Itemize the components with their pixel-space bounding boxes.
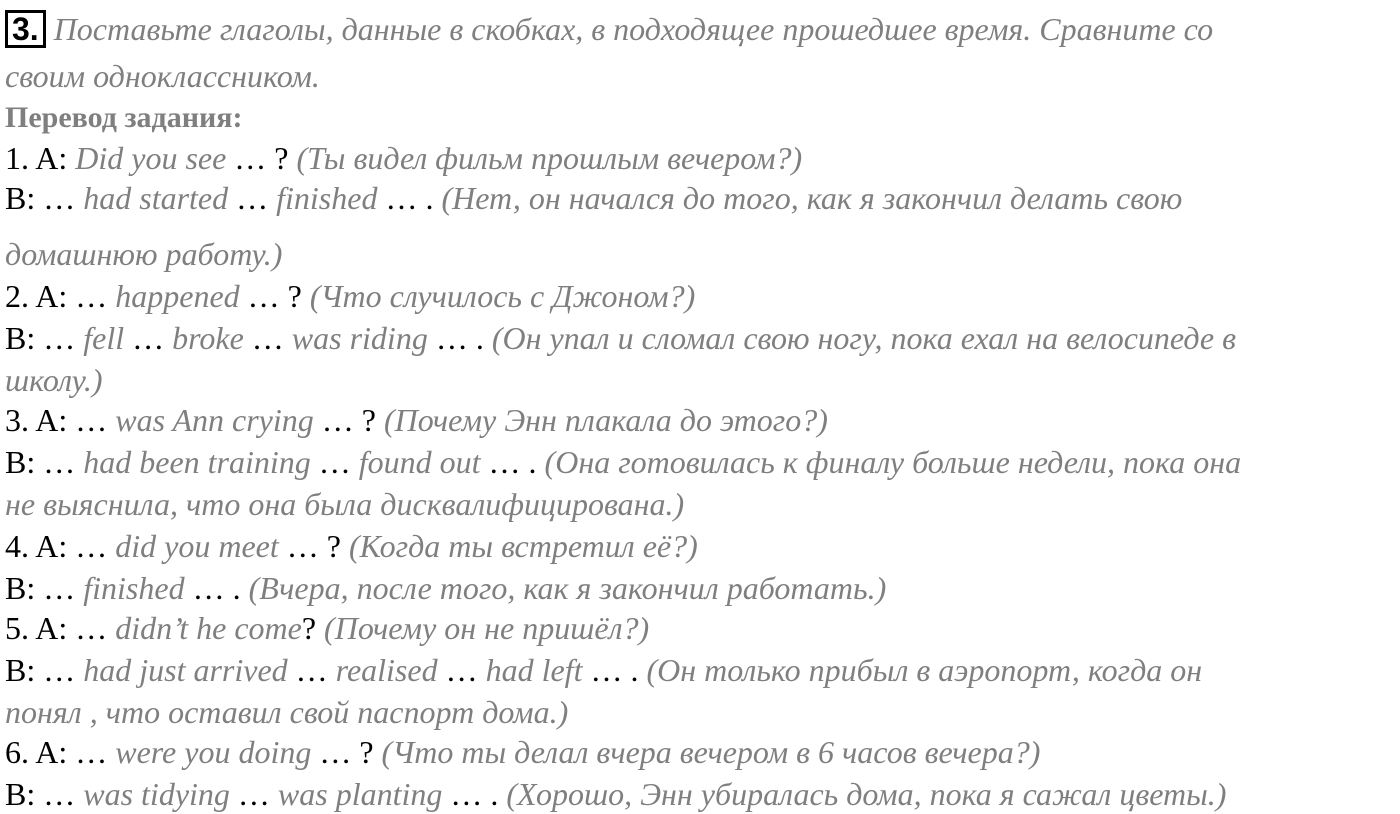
answer-verb: was Ann crying — [115, 402, 314, 438]
task-number-badge: 3. — [5, 10, 46, 48]
ellipsis: … — [35, 444, 84, 480]
ellipsis: … — [243, 320, 292, 356]
answer-verb: Did you see — [67, 140, 235, 176]
question-mark: ? — [301, 610, 317, 646]
answer-segment: had started — [83, 180, 229, 216]
ellipsis: … — [67, 610, 116, 646]
translation-text: (Что ты делал вчера вечером в 6 часов вечера?) — [373, 734, 1041, 770]
ellipsis: … — [35, 180, 84, 216]
question-mark: … ? — [313, 402, 376, 438]
answer-segment: was tidying — [83, 776, 230, 812]
translation-heading: Перевод задания: — [5, 101, 243, 134]
answer-verb: did you meet — [115, 528, 279, 564]
answer-segment: (Она готовилась к финалу больше недели, пока она — [544, 444, 1242, 480]
answer-segment: was riding — [291, 320, 428, 356]
ellipsis: … — [35, 652, 84, 688]
answer-segment: finished — [276, 180, 378, 216]
speaker-a-label: 4. A: — [5, 528, 68, 564]
question-mark: … ? — [311, 734, 374, 770]
answer-line — [5, 776, 1226, 812]
speaker-b-label: B: — [5, 444, 36, 480]
ellipsis: … — [67, 528, 116, 564]
translation-text: (Почему Энн плакала до этого?) — [375, 402, 828, 438]
answer-line — [5, 320, 1236, 356]
speaker-b-label: B: — [5, 776, 36, 812]
answer-segment: (Он упал и сломал свою ногу, пока ехал на велосипеде в — [491, 320, 1236, 356]
question-line — [5, 402, 828, 438]
answer-segment: fell — [83, 320, 125, 356]
answer-segment: had just arrived — [83, 652, 288, 688]
answer-segment: (Он только прибыл в аэропорт, когда он — [646, 652, 1203, 688]
ellipsis: … — [35, 570, 84, 606]
ellipsis: … — [67, 402, 116, 438]
translation-text: (Что случилось с Джоном?) — [301, 278, 696, 314]
ellipsis: … . — [427, 320, 492, 356]
answer-segment: (Вчера, после того, как я закончил работать.) — [248, 570, 887, 606]
ellipsis: … — [67, 734, 116, 770]
ellipsis: … . — [377, 180, 442, 216]
answer-line — [5, 180, 1182, 216]
ellipsis: … — [229, 776, 278, 812]
answer-verb: didn’t he come — [115, 610, 302, 646]
question-line — [5, 610, 649, 646]
answer-segment: had left — [485, 652, 583, 688]
ellipsis: … — [228, 180, 277, 216]
translation-text: (Ты видел фильм прошлым вечером?) — [288, 140, 803, 176]
answer-segment: finished — [83, 570, 185, 606]
ellipsis: … — [124, 320, 173, 356]
answer-verb: happened — [115, 278, 240, 314]
ellipsis: … — [310, 444, 359, 480]
speaker-b-label: B: — [5, 320, 36, 356]
speaker-a-label: 2. A: — [5, 278, 68, 314]
answer-line — [5, 652, 1202, 688]
question-mark: … ? — [278, 528, 341, 564]
ellipsis: … — [35, 320, 84, 356]
speaker-a-label: 3. A: — [5, 402, 68, 438]
task-instruction-line-1 — [5, 10, 1213, 48]
question-line — [5, 140, 802, 176]
translation-continuation: понял , что оставил свой паспорт дома.) — [5, 694, 569, 730]
question-line — [5, 528, 698, 564]
answer-segment: (Хорошо, Энн убиралась дома, пока я сажал цветы.) — [506, 776, 1227, 812]
answer-segment: was planting — [277, 776, 443, 812]
answer-segment: had been training — [83, 444, 311, 480]
ellipsis: … — [35, 776, 84, 812]
speaker-b-label: B: — [5, 652, 36, 688]
task-instruction-line-2: своим одноклассником. — [5, 58, 320, 94]
translation-continuation: школу.) — [5, 362, 103, 398]
translation-text: (Когда ты встретил её?) — [340, 528, 698, 564]
question-mark: … ? — [239, 278, 302, 314]
answer-line — [5, 444, 1241, 480]
answer-segment: (Нет, он начался до того, как я закончил делать свою — [441, 180, 1183, 216]
question-line — [5, 278, 695, 314]
ellipsis: … . — [480, 444, 545, 480]
ellipsis: … . — [582, 652, 647, 688]
ellipsis: … . — [442, 776, 507, 812]
speaker-a-label: 5. A: — [5, 610, 68, 646]
speaker-a-label: 1. A: — [5, 140, 68, 176]
ellipsis: … — [437, 652, 486, 688]
task-instruction-text: Поставьте глаголы, данные в скобках, в подходящее прошедшее время. Сравните со — [53, 11, 1214, 47]
speaker-b-label: B: — [5, 180, 36, 216]
answer-line — [5, 570, 886, 606]
ellipsis: … . — [184, 570, 249, 606]
answer-segment: realised — [335, 652, 438, 688]
ellipsis: … — [67, 278, 116, 314]
speaker-b-label: B: — [5, 570, 36, 606]
translation-continuation: не выяснила, что она была дисквалифицирована.) — [5, 486, 685, 522]
translation-text: (Почему он не пришёл?) — [316, 610, 650, 646]
question-line — [5, 734, 1040, 770]
ellipsis: … — [287, 652, 336, 688]
question-mark: … ? — [234, 140, 289, 176]
translation-continuation: домашнюю работу.) — [5, 236, 283, 272]
answer-segment: found out — [358, 444, 481, 480]
answer-segment: broke — [172, 320, 244, 356]
answer-verb: were you doing — [115, 734, 312, 770]
speaker-a-label: 6. A: — [5, 734, 68, 770]
